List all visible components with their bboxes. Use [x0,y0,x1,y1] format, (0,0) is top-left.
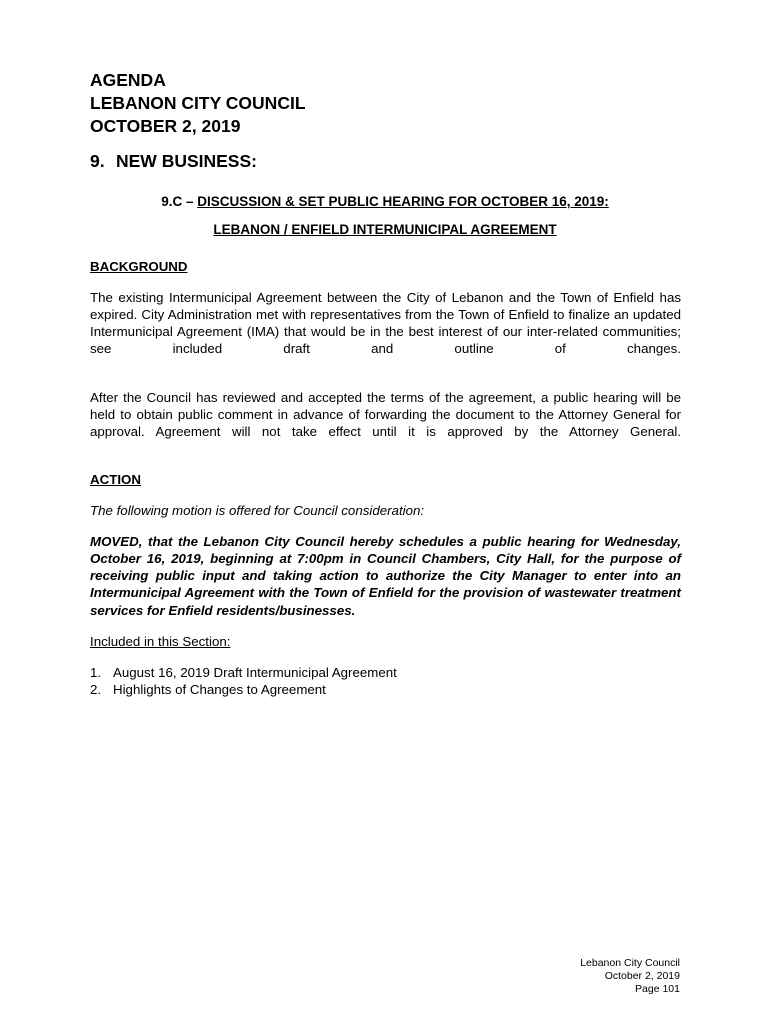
section-number: 9. [90,151,105,171]
page-footer [580,957,680,996]
included-heading: Included in this Section: [90,633,231,649]
document-body [90,258,681,698]
footer-council: Lebanon City Council [580,957,680,969]
council-name: LEBANON CITY COUNCIL [90,93,306,113]
agenda-title: AGENDA [90,70,166,90]
background-paragraph-1: The existing Intermunicipal Agreement between the City of Lebanon and the Town of Enfield has expired. City Administration met with representatives from the Town of Enfield to finalize an updated Intermunicipal Agreement (IMA) that would be in the best interest of our inter-related communities; see included draft and outline of changes. [90,290,681,357]
section-heading [90,151,257,172]
item-title-text: DISCUSSION & SET PUBLIC HEARING FOR OCTOBER 16, 2019: [197,194,609,209]
list-item-text: August 16, 2019 Draft Intermunicipal Agreement [113,664,397,680]
list-item [90,664,681,681]
included-list [90,664,681,698]
item-prefix: 9.C – [161,194,198,209]
page-number: Page 101 [635,983,680,995]
item-title-line1 [90,192,680,212]
background-paragraph-2: After the Council has reviewed and accepted the terms of the agreement, a public hearing will be held to obtain public comment in advance of forwarding the document to the Attorney General for approval. Agreement will not take effect until it is approved by the Attorney General. [90,389,681,439]
list-item-number: 2. [90,681,102,697]
agenda-title-block [90,69,690,138]
motion-text: MOVED, that the Lebanon City Council hereby schedules a public hearing for Wednesday, October 16, 2019, beginning at 7:00pm in Council Chambers, City Hall, for the purpose of receiving public input and taking action to authorize the City Manager to enter into an Intermunicipal Agreement with the Town of Enfield for the provision of wastewater treatment services for Enfield residents/businesses. [90,534,681,618]
list-item-text: Highlights of Changes to Agreement [113,681,326,697]
action-heading: ACTION [90,471,141,487]
list-item-number: 1. [90,664,102,680]
action-intro: The following motion is offered for Council consideration: [90,503,425,519]
item-title [90,192,680,240]
list-item [90,681,681,698]
section-label: NEW BUSINESS: [116,151,257,171]
item-subtitle: LEBANON / ENFIELD INTERMUNICIPAL AGREEMENT [213,222,557,237]
footer-date: October 2, 2019 [604,970,680,982]
meeting-date: OCTOBER 2, 2019 [90,116,241,136]
background-heading: BACKGROUND [90,259,188,274]
